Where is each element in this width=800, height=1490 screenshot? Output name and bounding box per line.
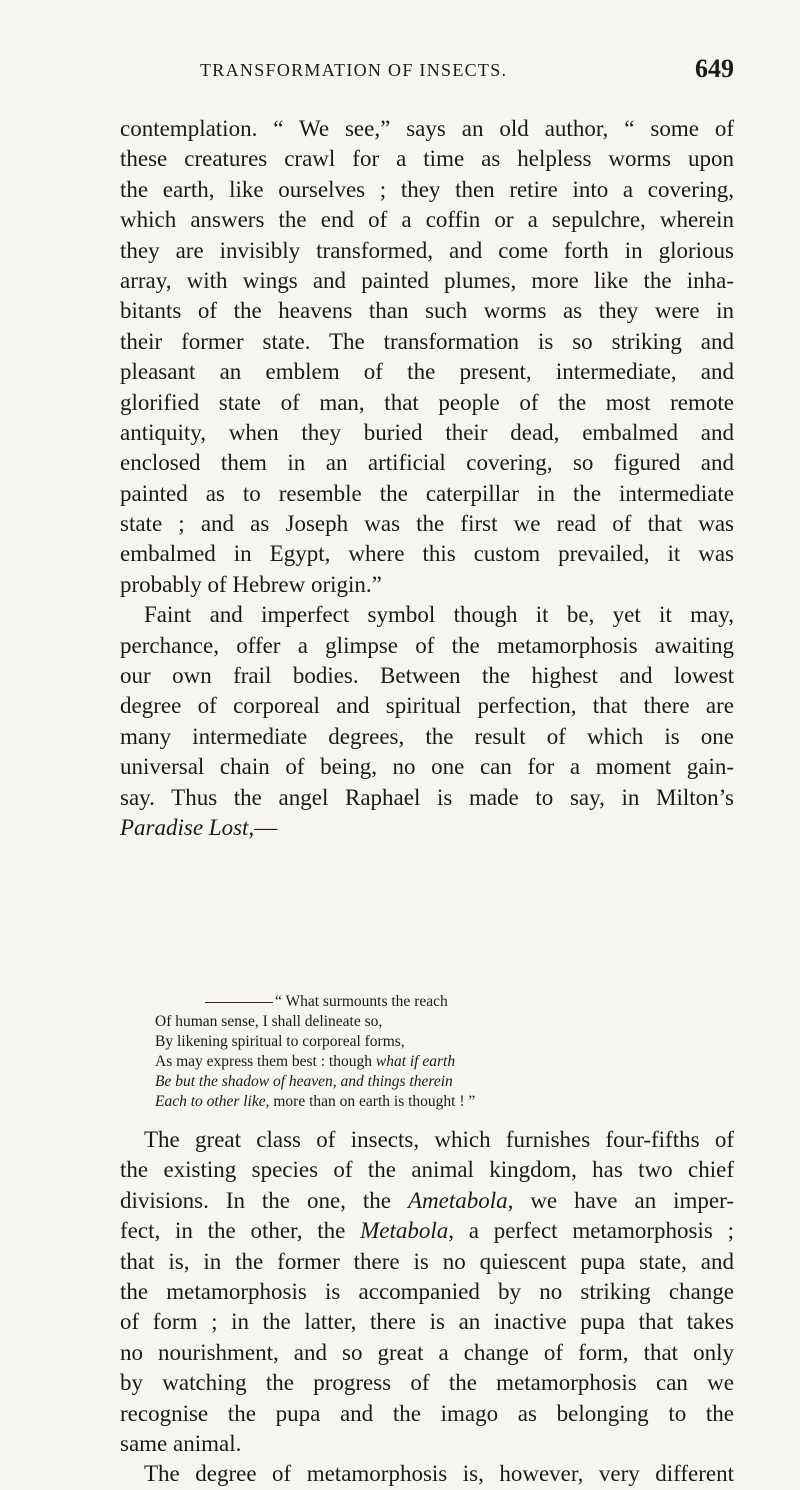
book-title-paradise-lost: Paradise Lost, [120, 814, 255, 840]
text-line: painted as to resemble the caterpillar in the intermediate [120, 480, 734, 506]
text-line: degree of corporeal and spiritual perfection, that there are [120, 693, 734, 719]
verse-text: “ What surmounts the reach [275, 993, 448, 1010]
text-line: bitants of the heavens than such worms as they were in [120, 298, 734, 324]
milton-quotation [155, 992, 715, 1112]
running-head [120, 54, 734, 90]
text-line: say. Thus the angel Raphael is made to say, in Milton’s [120, 784, 734, 810]
text-line: contemplation. “ We see,” says an old author, “ some of [120, 116, 734, 141]
text-line: by watching the progress of the metamorphosis can we [120, 1370, 734, 1396]
text-line: Faint and imperfect symbol though it be, yet it may, [144, 602, 734, 628]
text-line [120, 1216, 734, 1246]
verse-line [155, 1072, 715, 1092]
verse-text: As may express them best : though [155, 1053, 376, 1070]
text-line: array, with wings and painted plumes, more like the inha- [120, 267, 734, 293]
text-line: the existing species of the animal kingdom, has two chief [120, 1157, 734, 1183]
em-dash: — [254, 814, 278, 840]
body-text [120, 114, 734, 843]
text-line: our own frail bodies. Between the highest and lowest [120, 663, 734, 689]
text-run: fect, in the other, the [120, 1218, 361, 1244]
verse-line: By likening spiritual to corporeal forms, [155, 1033, 405, 1050]
text-line: which answers the end of a coffin or a sepulchre, wherein [120, 207, 734, 233]
text-line: The great class of insects, which furnishes four-fifths of [144, 1127, 734, 1152]
text-line [120, 1186, 734, 1216]
text-line: of form ; in the latter, there is an inactive pupa that takes [120, 1309, 734, 1335]
text-line: recognise the pupa and the imago as belonging to the [120, 1400, 734, 1426]
text-line: probably of Hebrew origin.” [120, 571, 382, 597]
text-line [120, 813, 734, 843]
page-number: 649 [695, 54, 734, 83]
text-line: pleasant an emblem of the present, intermediate, and [120, 359, 734, 385]
text-line: that is, in the former there is no quiescent pupa state, and [120, 1248, 734, 1274]
text-line: same animal. [120, 1430, 242, 1456]
text-line: these creatures crawl for a time as helpless worms upon [120, 146, 734, 172]
verse-text: more than on earth is thought ! ” [269, 1093, 476, 1110]
verse-italic: Each to other like, [155, 1093, 270, 1110]
text-line: they are invisibly transformed, and come forth in glorious [120, 237, 734, 263]
verse-italic: Be but the shadow of heaven, and things therein [155, 1073, 453, 1090]
verse-rule [205, 1002, 273, 1003]
text-line: the metamorphosis is accompanied by no striking change [120, 1278, 734, 1304]
text-line: the earth, like ourselves ; they then retire into a covering, [120, 176, 734, 202]
text-run: we have an imper- [513, 1187, 734, 1213]
running-title: TRANSFORMATION OF INSECTS. [200, 60, 508, 80]
text-line: antiquity, when they buried their dead, embalmed and [120, 419, 734, 445]
text-run: divisions. In the one, the [120, 1187, 408, 1213]
term-metabola: Metabola, [360, 1218, 455, 1244]
verse-line: Of human sense, I shall delineate so, [155, 1013, 383, 1030]
verse-line [155, 1092, 715, 1112]
text-line: glorified state of man, that people of the most remote [120, 389, 734, 415]
verse-italic: what if earth [375, 1053, 456, 1070]
text-line: universal chain of being, no one can for a moment gain- [120, 754, 734, 780]
body-text-continued [120, 1125, 734, 1490]
text-line: no nourishment, and so great a change of form, that only [120, 1339, 734, 1365]
text-line: many intermediate degrees, the result of which is one [120, 723, 734, 749]
text-line: their former state. The transformation is so striking and [120, 328, 734, 354]
text-line: perchance, offer a glimpse of the metamorphosis awaiting [120, 632, 734, 658]
text-line: enclosed them in an artificial covering, so figured and [120, 450, 734, 476]
verse-line [155, 1052, 715, 1072]
text-line: embalmed in Egypt, where this custom prevailed, it was [120, 541, 734, 567]
text-line: The degree of metamorphosis is, however, very different [144, 1461, 734, 1487]
term-ametabola: Ametabola, [407, 1187, 514, 1213]
verse-line [155, 992, 715, 1012]
text-line: state ; and as Joseph was the first we read of that was [120, 511, 734, 537]
text-run: a perfect metamorphosis ; [454, 1218, 734, 1244]
